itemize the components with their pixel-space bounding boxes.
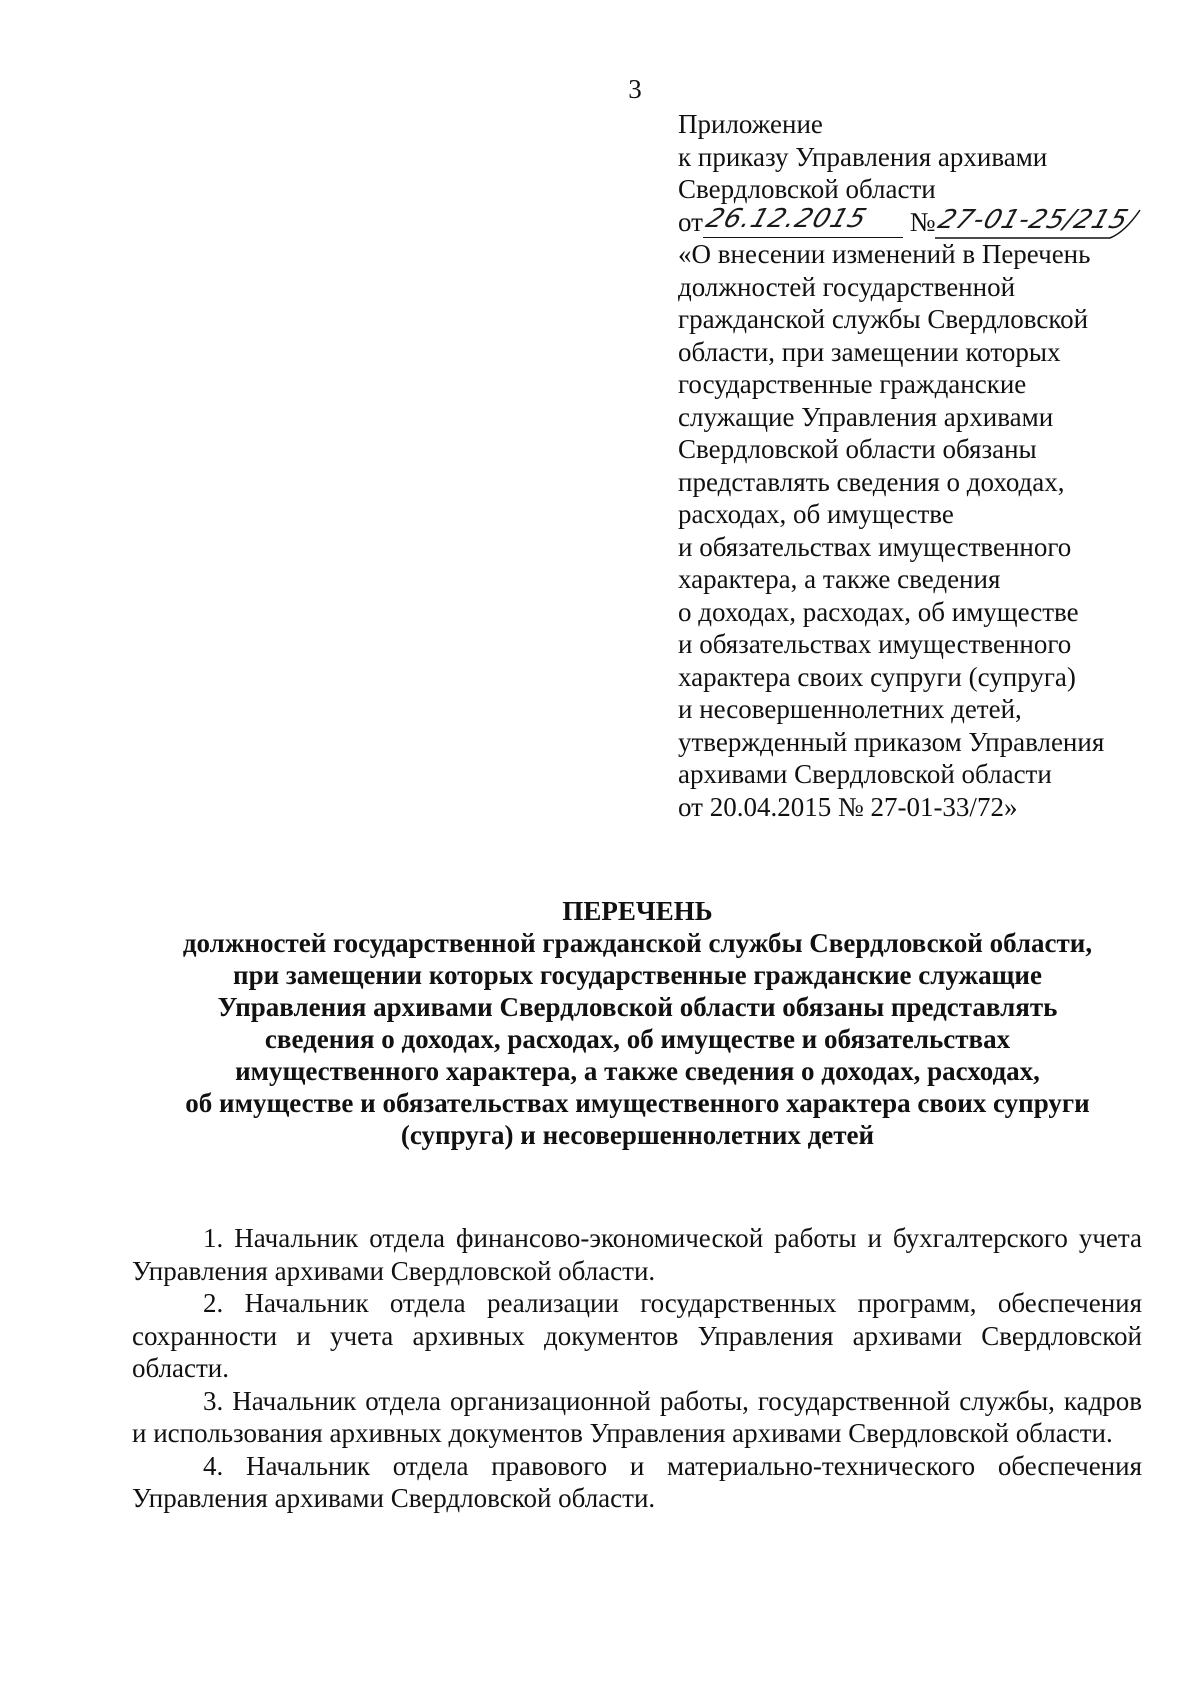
appendix-order-ref: к приказу Управления архивами [678,141,1048,172]
appendix-block [678,108,1178,823]
positions-list [132,1222,1142,1515]
list-item-number: 3. [203,1385,224,1416]
appendix-subject-line: и обязательствах имущественного [678,629,1072,659]
handwritten-underline-icon [935,202,1135,242]
list-item-number: 4. [203,1450,224,1481]
appendix-subject-line: расходах, об имуществе [678,499,954,529]
appendix-subject-line: области, при замещении которых [678,336,1061,367]
appendix-subject-line: и обязательствах имущественного [678,531,1072,562]
appendix-subject-line: гражданской службы Свердловской [678,304,1089,334]
handwritten-number-text: 27-01-25/215 [934,205,1133,235]
handwritten-number [934,205,1133,238]
list-item-text: Начальник отдела правового и материально-технического обеспечения Управления архивами Свердловской области. [132,1450,1142,1513]
list-item-text: Начальник отдела реализации государственных программ, обеспечения сохранности и учета архивных документов Управления архивами Свердловской области. [132,1288,1143,1383]
list-item [132,1450,1142,1515]
title-line: сведения о доходах, расходах, об имуществе и обязательствах [264,1024,1011,1054]
title-line: (супруга) и несовершеннолетних детей [400,1120,875,1150]
appendix-subject-line: и несовершеннолетних детей, [678,694,1022,724]
list-item-text: Начальник отдела организационной работы, государственной службы, кадров и использования архивных документов Управления архивами Свердловской области. [132,1385,1142,1448]
list-item-text: Начальник отдела финансово-экономической работы и бухгалтерского учета Управления архивами Свердловской области. [132,1223,1142,1286]
appendix-subject-line: Свердловской области обязаны [678,434,1037,464]
number-prefix: № [909,206,936,237]
document-title [100,895,1175,1151]
appendix-subject-line: представлять сведения о доходах, [678,466,1065,497]
title-line: при замещении которых государственные гражданские служащие [233,960,1042,990]
order-date-number-line [678,206,1178,239]
handwritten-date-text: 26.12.2015 [702,204,871,234]
appendix-subject-line: характера своих супруги (супруга) [678,661,1076,692]
title-subtitle [100,927,1175,1151]
list-item [132,1287,1142,1385]
appendix-label: Приложение [678,109,823,139]
appendix-region: Свердловской области [678,174,936,204]
appendix-subject-line: должностей государственной [678,271,1016,302]
title-line: об имуществе и обязательствах имущественного характера своих супруги [185,1088,1090,1118]
appendix-subject-line: архивами Свердловской области [678,759,1052,789]
page-number: 3 [628,74,642,104]
title-line: Управления архивами Свердловской области обязаны представлять [217,992,1058,1022]
from-prefix: от [678,206,703,237]
handwritten-date [702,204,903,238]
list-item [132,1385,1142,1450]
list-item-number: 2. [203,1288,224,1318]
title-line: имущественного характера, а также сведения о доходах, расходах, [235,1056,1040,1086]
list-item [132,1222,1142,1287]
appendix-subject-line: утвержденный приказом Управления [678,726,1105,757]
appendix-subject-line: «О внесении изменений в Перечень [678,239,1091,269]
appendix-subject-line: от 20.04.2015 № 27-01-33/72» [678,791,1018,822]
appendix-subject-line: характера, а также сведения [678,564,1001,594]
appendix-subject-line: служащие Управления архивами [678,401,1054,432]
appendix-subject-line: государственные гражданские [678,369,1027,399]
appendix-subject [678,238,1178,823]
title-line: должностей государственной гражданской службы Свердловской области, [182,928,1093,958]
appendix-subject-line: о доходах, расходах, об имуществе [678,596,1079,627]
list-item-number: 1. [203,1223,224,1253]
title-heading: ПЕРЕЧЕНЬ [562,896,713,926]
